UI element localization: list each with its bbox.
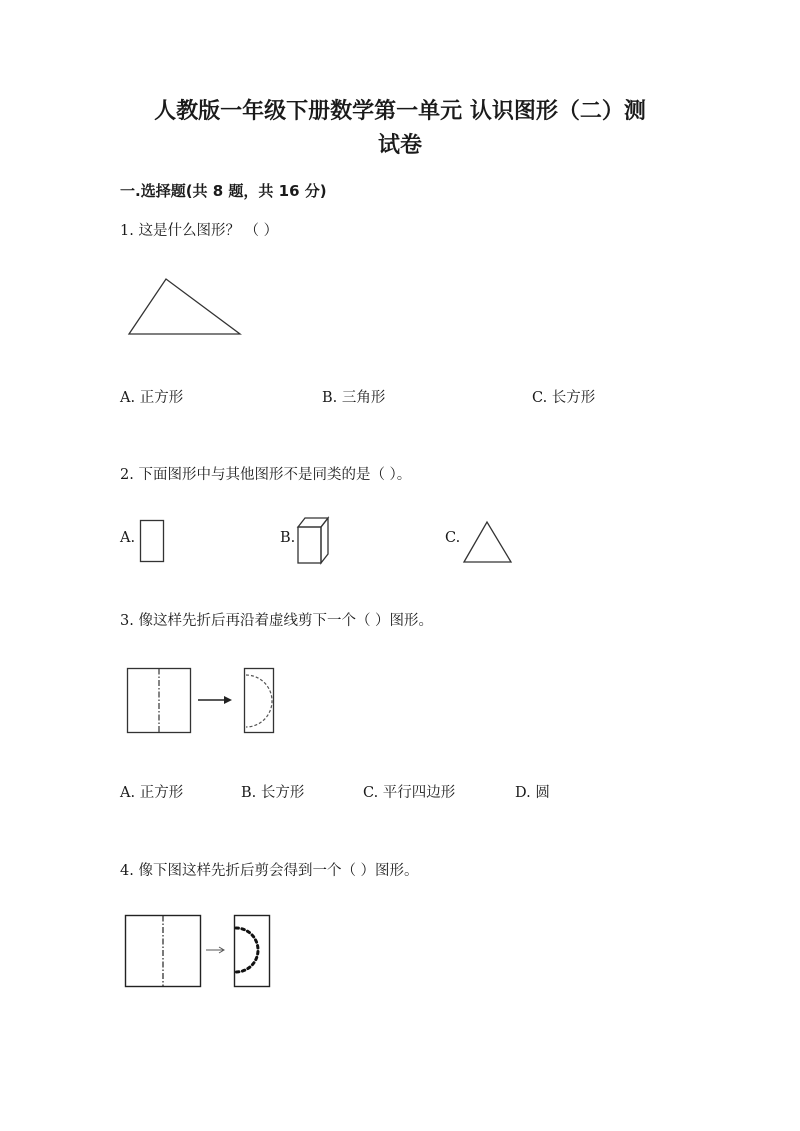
fold-cut-diagram-2 — [124, 914, 276, 990]
question-4-text: 4. 像下图这样先折后剪会得到一个（ ）图形。 — [120, 863, 419, 879]
section-heading: 一.选择题(共 8 题，共 16 分) — [120, 182, 327, 200]
question-3-option-d[interactable]: D. 圆 — [515, 785, 550, 801]
question-1-option-b[interactable]: B. 三角形 — [322, 390, 386, 406]
question-1-option-c[interactable]: C. 长方形 — [532, 390, 596, 406]
question-3-text: 3. 像这样先折后再沿着虚线剪下一个（ ）图形。 — [120, 613, 434, 629]
cuboid-figure — [296, 516, 332, 566]
question-2-text: 2. 下面图形中与其他图形不是同类的是（ ）。 — [120, 467, 412, 483]
question-2-option-a[interactable]: A. — [120, 530, 136, 546]
rectangle-figure — [139, 519, 167, 565]
triangle-figure — [126, 276, 246, 338]
question-3-option-b[interactable]: B. 长方形 — [241, 785, 305, 801]
question-1-text: 1. 这是什么图形？ （ ） — [120, 223, 279, 239]
triangle-figure-small — [462, 519, 514, 565]
fold-cut-diagram-1 — [126, 667, 278, 737]
question-1-option-a[interactable]: A. 正方形 — [120, 390, 184, 406]
title-line-1: 人教版一年级下册数学第一单元 认识图形（二）测 — [154, 99, 646, 124]
question-3-option-c[interactable]: C. 平行四边形 — [363, 785, 456, 801]
question-2-option-c[interactable]: C. — [445, 530, 461, 546]
question-2-option-b[interactable]: B. — [280, 530, 296, 546]
question-3-option-a[interactable]: A. 正方形 — [120, 785, 184, 801]
title-line-2: 试卷 — [377, 133, 422, 158]
